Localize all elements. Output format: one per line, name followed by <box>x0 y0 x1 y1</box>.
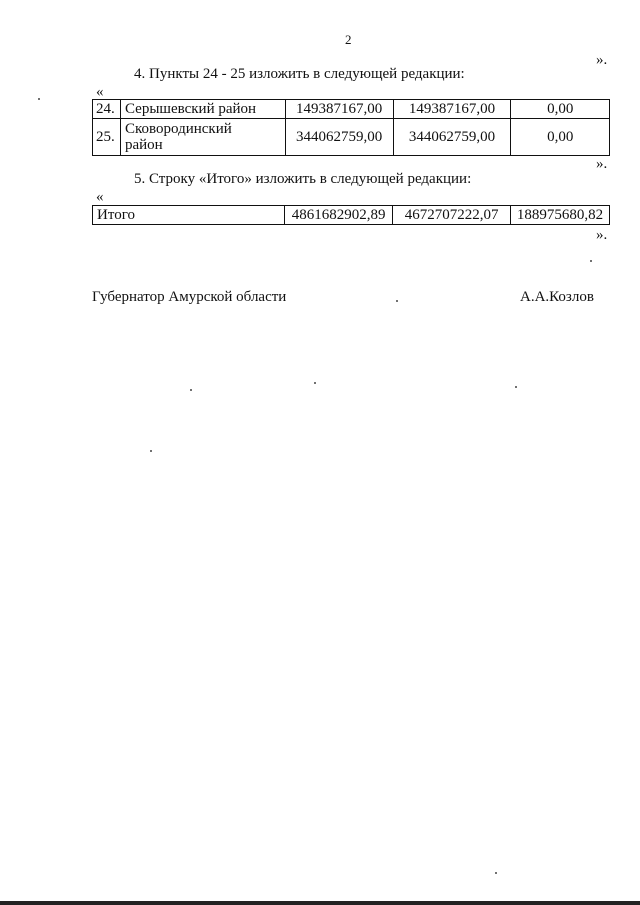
districts-table <box>92 99 610 156</box>
total-label: Итого <box>93 206 285 225</box>
page-number: 2 <box>345 32 352 47</box>
amount-cell: 149387167,00 <box>393 100 511 119</box>
closing-quote: ». <box>596 227 608 243</box>
table-row <box>93 119 610 156</box>
scan-speck <box>515 386 517 388</box>
row-number: 25. <box>93 119 121 156</box>
closing-quote: ». <box>596 52 608 68</box>
scan-speck <box>396 300 398 302</box>
table-row <box>93 100 610 119</box>
opening-quote: « <box>96 84 104 100</box>
amount-cell: 4672707222,07 <box>393 206 511 225</box>
amount-cell: 149387167,00 <box>285 100 393 119</box>
scan-edge <box>0 901 640 905</box>
scan-speck <box>38 98 40 100</box>
signatory-title: Губернатор Амурской области <box>92 289 287 305</box>
opening-quote: « <box>96 189 104 205</box>
district-name: Серышевский район <box>120 100 285 119</box>
scan-speck <box>150 450 152 452</box>
scan-speck <box>314 382 316 384</box>
closing-quote: ». <box>596 156 608 172</box>
amount-cell: 0,00 <box>511 100 610 119</box>
district-name-line2: район <box>124 137 163 153</box>
row-number: 24. <box>93 100 121 119</box>
amount-cell: 188975680,82 <box>511 206 610 225</box>
district-name-cell <box>120 119 285 156</box>
amount-cell: 0,00 <box>511 119 610 156</box>
amount-cell: 344062759,00 <box>285 119 393 156</box>
scan-speck <box>590 260 592 262</box>
amount-cell: 4861682902,89 <box>285 206 393 225</box>
total-table <box>92 205 610 225</box>
scan-speck <box>190 389 192 391</box>
scan-speck <box>495 872 497 874</box>
table-row <box>93 206 610 225</box>
item-5-heading: 5. Строку «Итого» изложить в следующей редакции: <box>134 171 472 187</box>
signatory-name: А.А.Козлов <box>520 289 594 305</box>
item-4-heading: 4. Пункты 24 - 25 изложить в следующей редакции: <box>134 66 465 82</box>
district-name: Сковородинский <box>124 121 232 137</box>
amount-cell: 344062759,00 <box>393 119 511 156</box>
